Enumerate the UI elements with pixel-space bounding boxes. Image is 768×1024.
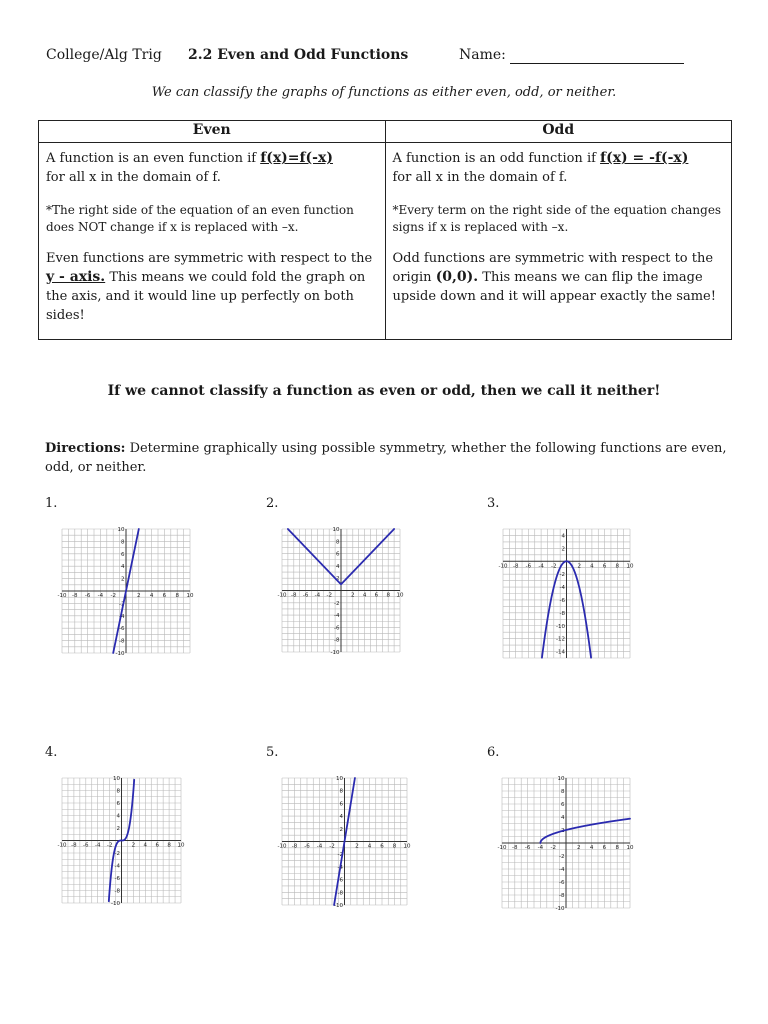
- y-axis-term: y - axis.: [46, 269, 106, 285]
- x-tick-label: -2: [329, 843, 335, 850]
- y-tick-label: 2: [561, 546, 565, 553]
- y-tick-label: 8: [561, 789, 565, 795]
- x-tick-label: 8: [615, 845, 619, 851]
- problem-2-label: 2.: [266, 496, 279, 511]
- y-tick-label: -10: [334, 903, 343, 909]
- y-tick-label: 4: [561, 533, 565, 540]
- y-tick-label: -6: [337, 877, 343, 884]
- y-tick-label: -10: [556, 623, 565, 630]
- x-tick-label: -6: [83, 842, 89, 849]
- graph-5: [277, 776, 411, 909]
- y-tick-label: -4: [334, 613, 340, 620]
- x-tick-label: -4: [94, 842, 101, 849]
- course-label: College/Alg Trig: [46, 47, 162, 63]
- x-tick-label: 2: [577, 845, 581, 851]
- even-formula: f(x)=f(-x): [260, 150, 333, 166]
- y-tick-label: -8: [119, 638, 125, 645]
- odd-def-suffix: for all x in the domain of f.: [392, 170, 568, 185]
- x-tick-label: 6: [162, 593, 167, 599]
- odd-sym-suffix: This means we can flip the image upside down and it will appear exactly the same!: [392, 270, 716, 304]
- directions-label: Directions:: [45, 441, 126, 456]
- x-tick-label: 2: [577, 563, 581, 570]
- x-tick-label: -2: [110, 593, 116, 599]
- neither-statement: If we cannot classify a function as even or odd, then we call it neither!: [107, 383, 661, 399]
- y-tick-label: -10: [330, 650, 340, 656]
- x-tick-label: -2: [326, 592, 332, 599]
- y-tick-label: 2: [116, 826, 120, 832]
- y-tick-label: -2: [559, 572, 565, 579]
- y-tick-label: -6: [114, 876, 120, 882]
- y-tick-label: 10: [117, 527, 125, 533]
- y-tick-label: 4: [339, 814, 343, 821]
- y-tick-label: -4: [119, 613, 125, 620]
- y-tick-label: -6: [559, 597, 565, 604]
- x-tick-label: -10: [57, 842, 67, 849]
- y-tick-label: -6: [334, 625, 340, 632]
- x-tick-label: 10: [403, 843, 411, 850]
- even-sym-prefix: Even functions are symmetric with respect to the: [46, 251, 373, 266]
- x-tick-label: -4: [314, 592, 321, 599]
- graph-1: [57, 527, 194, 657]
- x-tick-label: 8: [386, 592, 390, 599]
- even-definition: [46, 149, 378, 187]
- x-tick-label: 4: [362, 592, 367, 599]
- y-tick-label: -10: [555, 906, 565, 912]
- x-tick-label: 4: [367, 843, 372, 850]
- odd-definition: [393, 149, 725, 187]
- x-tick-label: -8: [512, 845, 518, 851]
- y-tick-label: -12: [556, 636, 565, 643]
- y-tick-label: -2: [559, 854, 565, 860]
- x-tick-label: -10: [277, 592, 287, 599]
- odd-note: *Every term on the right side of the equation changes signs if x is replaced with –x.: [392, 203, 722, 234]
- even-def-prefix: A function is an even function if: [46, 151, 261, 166]
- y-tick-label: -10: [115, 651, 125, 657]
- graph-4: [57, 776, 185, 907]
- x-tick-label: 4: [149, 593, 154, 599]
- x-tick-label: -8: [512, 563, 519, 570]
- x-tick-label: 8: [392, 843, 397, 850]
- x-tick-label: 8: [175, 593, 179, 599]
- x-tick-label: -4: [537, 845, 544, 851]
- odd-heading: Odd: [385, 121, 732, 143]
- graph-2: [277, 527, 404, 656]
- x-tick-label: -8: [291, 592, 297, 599]
- y-tick-label: 2: [336, 576, 340, 583]
- x-tick-label: -4: [97, 593, 104, 599]
- y-tick-label: 6: [339, 801, 343, 808]
- x-tick-label: 2: [351, 592, 355, 599]
- y-tick-label: -8: [337, 890, 343, 897]
- x-tick-label: 6: [155, 842, 159, 849]
- worksheet-title: 2.2 Even and Odd Functions: [188, 47, 409, 63]
- x-tick-label: -2: [550, 845, 556, 851]
- x-tick-label: 10: [177, 842, 185, 849]
- problem-1-label: 1.: [45, 496, 58, 511]
- even-symmetry: [46, 249, 378, 325]
- y-tick-label: 8: [116, 788, 120, 795]
- x-tick-label: -6: [525, 563, 532, 570]
- x-tick-label: -8: [291, 843, 298, 850]
- y-tick-label: -2: [337, 852, 343, 859]
- odd-symmetry: [393, 249, 725, 306]
- y-tick-label: 10: [113, 776, 120, 782]
- graph-6: [497, 776, 634, 912]
- x-tick-label: -6: [302, 592, 309, 599]
- y-tick-label: 10: [336, 776, 343, 782]
- x-tick-label: -10: [497, 845, 507, 851]
- intro-text: We can classify the graphs of functions as either even, odd, or neither.: [151, 85, 617, 100]
- y-tick-label: 6: [561, 802, 565, 808]
- y-tick-label: -4: [559, 585, 565, 592]
- odd-cell: [385, 143, 732, 340]
- x-tick-label: 6: [602, 563, 607, 570]
- y-tick-label: 6: [336, 551, 340, 558]
- x-tick-label: 8: [615, 563, 620, 570]
- y-tick-label: 4: [561, 815, 565, 821]
- origin-term: (0,0).: [435, 269, 479, 285]
- y-tick-label: 4: [121, 564, 125, 571]
- x-tick-label: -10: [277, 843, 287, 850]
- even-note: *The right side of the equation of an even function does NOT change if x is replaced with –x.: [46, 203, 354, 234]
- x-tick-label: 2: [137, 593, 141, 599]
- x-tick-label: 10: [626, 845, 634, 851]
- even-cell: [39, 143, 386, 340]
- x-tick-label: -6: [84, 593, 91, 599]
- y-tick-label: -2: [119, 601, 125, 608]
- y-tick-label: -6: [119, 626, 125, 633]
- directions: [45, 439, 735, 477]
- even-heading: Even: [39, 121, 386, 143]
- y-tick-label: 6: [116, 801, 120, 807]
- x-tick-label: 6: [374, 592, 379, 599]
- x-tick-label: -4: [316, 843, 323, 850]
- x-tick-label: -10: [498, 563, 508, 570]
- y-tick-label: -4: [559, 867, 565, 873]
- y-tick-label: -8: [559, 893, 565, 899]
- x-tick-label: 10: [186, 593, 194, 599]
- name-blank-line: [510, 63, 684, 64]
- odd-formula: f(x) = -f(-x): [600, 150, 689, 166]
- y-tick-label: 6: [121, 551, 125, 558]
- x-tick-label: -2: [551, 563, 557, 570]
- problem-4-label: 4.: [45, 745, 58, 760]
- y-tick-label: 4: [336, 563, 340, 570]
- y-tick-label: -10: [111, 901, 120, 907]
- x-tick-label: -6: [304, 843, 310, 850]
- y-tick-label: 2: [121, 576, 125, 583]
- x-tick-label: 10: [626, 563, 634, 570]
- y-tick-label: 8: [339, 788, 343, 795]
- problem-3-label: 3.: [487, 496, 500, 511]
- x-tick-label: 2: [355, 843, 359, 850]
- y-tick-label: -2: [334, 600, 340, 607]
- y-tick-label: -6: [559, 880, 565, 886]
- y-tick-label: -8: [114, 888, 120, 895]
- name-label: Name:: [459, 47, 506, 63]
- x-tick-label: 6: [380, 843, 384, 850]
- x-tick-label: 8: [167, 842, 171, 849]
- x-tick-label: -2: [106, 842, 113, 849]
- y-tick-label: 4: [116, 813, 120, 820]
- y-tick-label: -4: [114, 863, 120, 870]
- odd-sym-prefix: Odd functions are symmetric with respect to the origin: [392, 251, 714, 285]
- odd-def-prefix: A function is an odd function if: [392, 151, 601, 166]
- y-tick-label: 2: [339, 826, 343, 833]
- x-tick-label: -4: [538, 563, 544, 570]
- x-tick-label: 4: [590, 563, 594, 570]
- y-tick-label: -8: [559, 610, 565, 617]
- problem-6-label: 6.: [487, 745, 500, 760]
- x-tick-label: 4: [589, 845, 594, 851]
- x-tick-label: 4: [143, 842, 148, 849]
- y-tick-label: 10: [332, 527, 340, 533]
- even-def-suffix: for all x in the domain of f.: [46, 170, 221, 185]
- even-sym-suffix: This means we could fold the graph on the axis, and it would line up perfectly on both sides!: [46, 270, 366, 323]
- y-tick-label: -8: [334, 637, 340, 644]
- x-tick-label: 10: [396, 592, 404, 599]
- problem-5-label: 5.: [266, 745, 279, 760]
- y-tick-label: -2: [114, 851, 120, 857]
- y-tick-label: -14: [556, 649, 565, 656]
- y-tick-label: 8: [121, 539, 125, 546]
- y-tick-label: 10: [557, 776, 565, 782]
- y-tick-label: 2: [561, 828, 565, 834]
- y-tick-label: -4: [337, 864, 343, 871]
- graph-3: [498, 529, 634, 658]
- x-tick-label: -10: [57, 593, 67, 599]
- y-tick-label: 8: [336, 539, 340, 546]
- directions-text: Determine graphically using possible symmetry, whether the following functions are even, odd, or neither.: [45, 441, 727, 475]
- even-odd-table: [38, 120, 732, 340]
- x-tick-label: 6: [602, 845, 607, 851]
- x-tick-label: -6: [524, 845, 531, 851]
- x-tick-label: 2: [131, 842, 136, 849]
- x-tick-label: -8: [72, 593, 78, 599]
- x-tick-label: -8: [71, 842, 77, 849]
